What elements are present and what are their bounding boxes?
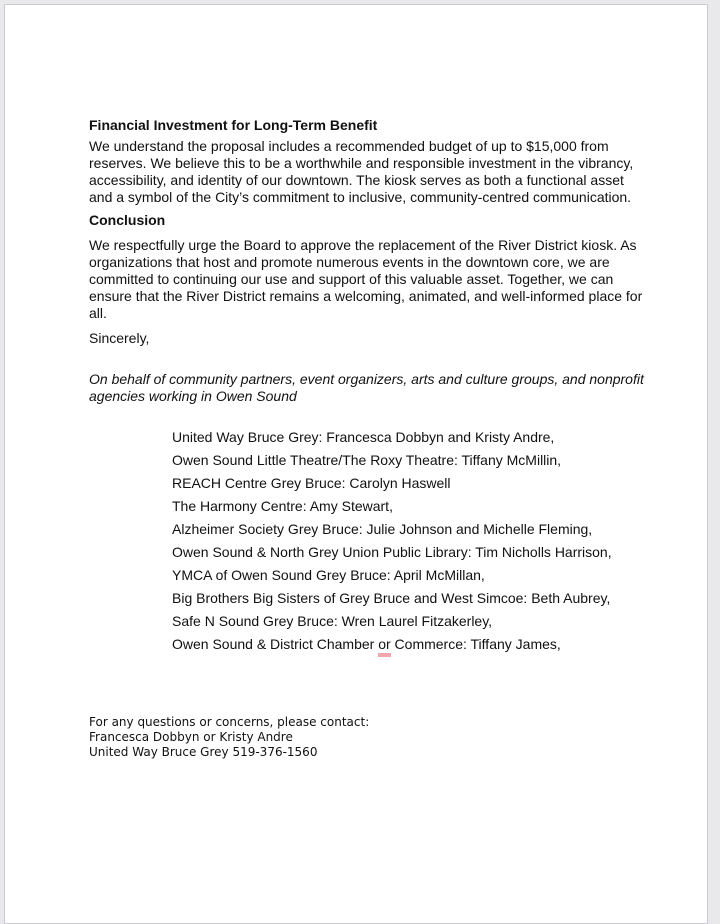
behalf-statement: On behalf of community partners, event organizers, arts and culture groups, and nonprofit agencies working in Owen Sound	[89, 371, 644, 404]
section-heading-financial: Financial Investment for Long-Term Benefit	[89, 117, 378, 133]
partner-item: Big Brothers Big Sisters of Grey Bruce and West Simcoe: Beth Aubrey,	[172, 590, 611, 606]
partner-item: REACH Centre Grey Bruce: Carolyn Haswell	[172, 475, 451, 491]
partner-item: Alzheimer Society Grey Bruce: Julie Johnson and Michelle Fleming,	[172, 521, 593, 537]
closing-salutation: Sincerely,	[89, 330, 150, 346]
document-page	[4, 4, 708, 924]
partner-list	[172, 429, 649, 653]
section-heading-conclusion: Conclusion	[89, 212, 166, 228]
spellcheck-flagged-word[interactable]: or	[378, 636, 391, 652]
contact-organization-phone: United Way Bruce Grey 519-376-1560	[89, 745, 318, 759]
contact-block	[89, 715, 369, 760]
contact-names: Francesca Dobbyn or Kristy Andre	[89, 730, 293, 744]
partner-item: Owen Sound & North Grey Union Public Library: Tim Nicholls Harrison,	[172, 544, 612, 560]
section-paragraph-conclusion: We respectfully urge the Board to approve the replacement of the River District kiosk. As organizations that host and promote numerous events in the downtown core, we are committed to continuing our use and support of this valuable asset. Together, we can ensure that the River District remains a welcoming, animated, and well-informed place for all.	[89, 237, 643, 321]
letter-body	[89, 117, 649, 659]
partner-item: Owen Sound Little Theatre/The Roxy Theatre: Tiffany McMillin,	[172, 452, 562, 468]
partner-text-after: Commerce: Tiffany James,	[390, 636, 561, 652]
partner-item: YMCA of Owen Sound Grey Bruce: April McMillan,	[172, 567, 485, 583]
section-paragraph-financial: We understand the proposal includes a recommended budget of up to $15,000 from reserves. We believe this to be a worthwhile and responsible investment in the vibrancy, accessibility, and identity of our downtown. The kiosk serves as both a functional asset and a symbol of the City’s commitment to inclusive, community-centred communication.	[89, 138, 634, 205]
partner-item-chamber	[172, 636, 649, 653]
partner-item: The Harmony Centre: Amy Stewart,	[172, 498, 393, 514]
partner-item: Safe N Sound Grey Bruce: Wren Laurel Fitzakerley,	[172, 613, 493, 629]
partner-text-before: Owen Sound & District Chamber	[172, 636, 379, 652]
contact-intro: For any questions or concerns, please contact:	[89, 715, 370, 729]
partner-item: United Way Bruce Grey: Francesca Dobbyn and Kristy Andre,	[172, 429, 555, 445]
